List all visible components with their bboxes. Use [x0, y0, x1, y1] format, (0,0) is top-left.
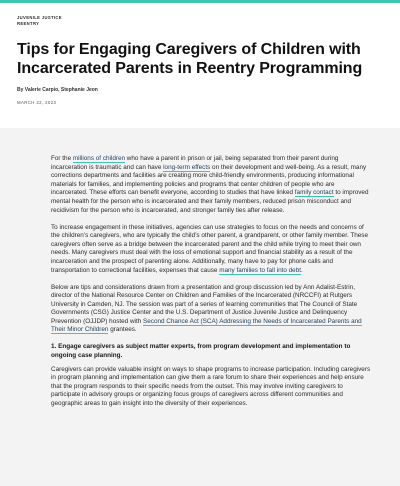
text: Below are tips and considerations drawn from a presentation and group discussion led by Ann Adalist-Estrin, director of the National Resource Center on Children and Families of the Incarcerated (NRCCFI) at Rutgers University in Camden, NJ. The session was part of a series of learning communities that The Council of State Governments (CSG) Justice Center and the U.S. Department of Justice Juvenile Justice and Delinquency Prevention (OJJDP) hosted with — [51, 283, 358, 325]
link-many-families-debt[interactable]: many families to fall into debt — [219, 266, 302, 274]
text: To increase engagement in these initiatives, agencies can use strategies to focus on the needs and concerns of the children’s caregivers, who are typically the child’s other parent, a grandparent, or other family member. These caregivers often serve as a bridge between the incarcerated parent and the child while trying to meet their own needs. Many caregivers must deal with the loss of emotional support and financial stability as a result of the incarceration and the prospect of parenting alone. Additionally, many have to pay for phone calls and transportation to correctional facilities, expenses that cause — [51, 223, 368, 274]
text: to improved mental health for the person who is incarcerated and their family members, reduced prison misconduct and recidivism for the person who is incarcerated, and stronger family ties after release. — [51, 189, 369, 214]
text: . — [301, 266, 303, 274]
link-second-chance-act[interactable]: Second Chance Act (SCA) Addressing the Needs of Incarcerated Parents and Their Minor Children — [51, 317, 362, 334]
paragraph-1 — [51, 155, 371, 215]
article-date: MARCH 22, 2023 — [17, 100, 57, 105]
link-family-contact[interactable]: family contact — [294, 189, 334, 197]
text: who have a parent in prison or jail, being separated from their parent during incarceration is traumatic and can have — [51, 155, 339, 171]
article-header — [0, 3, 400, 128]
section-heading-1: 1. Engage caregivers as subject matter experts, from program development and implementation to ongoing case planning. — [51, 343, 351, 360]
paragraph-3 — [51, 284, 371, 336]
tag-juvenile-justice[interactable]: JUVENILE JUSTICE — [17, 15, 62, 20]
link-long-term-effects[interactable]: long-term effects — [163, 163, 211, 171]
article-title: Tips for Engaging Caregivers of Children with Incarcerated Parents in Reentry Programming — [17, 41, 363, 77]
article-body-area — [0, 128, 400, 486]
article-content — [51, 155, 371, 417]
topic-tags — [17, 15, 62, 27]
tag-reentry[interactable]: REENTRY — [17, 21, 40, 26]
text: For the — [51, 155, 73, 162]
link-millions-of-children[interactable]: millions of children — [72, 155, 126, 162]
text: grantees. — [108, 326, 137, 334]
paragraph-2 — [51, 224, 371, 276]
text: on their development and well-being. As a result, many corrections departments and facilities are creating more child-friendly environments, producing informational materials for families, and implementing policies and programs that center children of people who are incarcerated. These efforts can benefit everyone, according to studies that have linked — [51, 163, 367, 197]
paragraph-4: Caregivers can provide valuable insight on ways to shape programs to increase participation. Including caregivers in program planning and implementation can give them a rare forum to share their experiences and help ensure that the program responds to their specific needs from the outset. This may involve inviting caregivers to participate in advisory groups or organizing focus groups of caregivers across different communities and geographic areas to gain insight into the diversity of their experiences. — [51, 365, 371, 408]
article-authors: By Valerie Carpio, Stephanie Jeon — [17, 87, 98, 93]
